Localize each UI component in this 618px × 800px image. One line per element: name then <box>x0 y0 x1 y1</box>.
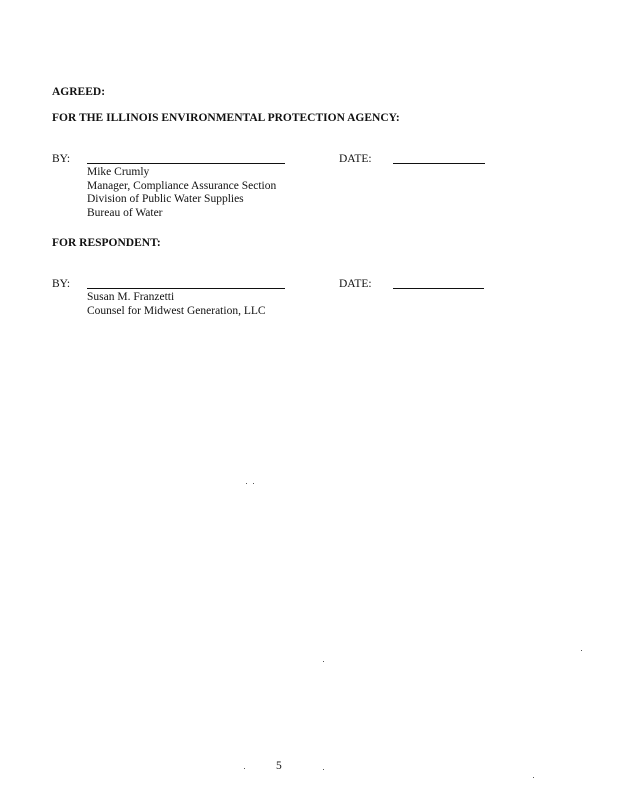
agency-heading: FOR THE ILLINOIS ENVIRONMENTAL PROTECTION AGENCY: <box>52 112 400 124</box>
agency-signatory-name: Mike Crumly <box>87 166 150 178</box>
scan-speck <box>253 483 254 484</box>
agency-date-line <box>393 163 485 164</box>
respondent-signatory-name: Susan M. Franzetti <box>87 291 175 303</box>
scan-speck <box>246 483 247 484</box>
respondent-signatory <box>87 291 266 318</box>
agency-signatory-title: Manager, Compliance Assurance Section <box>87 179 277 192</box>
respondent-signatory-title: Counsel for Midwest Generation, LLC <box>87 304 266 317</box>
respondent-date-label: DATE: <box>339 278 372 290</box>
page-number: 5 <box>276 760 282 772</box>
respondent-by-label: BY: <box>52 278 71 290</box>
agency-signatory-division: Division of Public Water Supplies <box>87 193 244 205</box>
scan-speck <box>581 650 582 651</box>
scan-speck <box>244 768 245 769</box>
scan-speck <box>323 661 324 662</box>
agency-date-label: DATE: <box>339 153 372 165</box>
respondent-date-line <box>393 288 484 289</box>
agency-signatory-bureau: Bureau of Water <box>87 206 163 219</box>
scan-speck <box>323 769 324 770</box>
agency-by-label: BY: <box>52 153 71 165</box>
scan-speck <box>533 777 534 778</box>
agency-signature-line <box>87 163 285 164</box>
respondent-signature-line <box>87 288 285 289</box>
respondent-heading: FOR RESPONDENT: <box>52 237 161 249</box>
agency-signatory <box>87 166 276 220</box>
agreed-heading: AGREED: <box>52 86 106 98</box>
